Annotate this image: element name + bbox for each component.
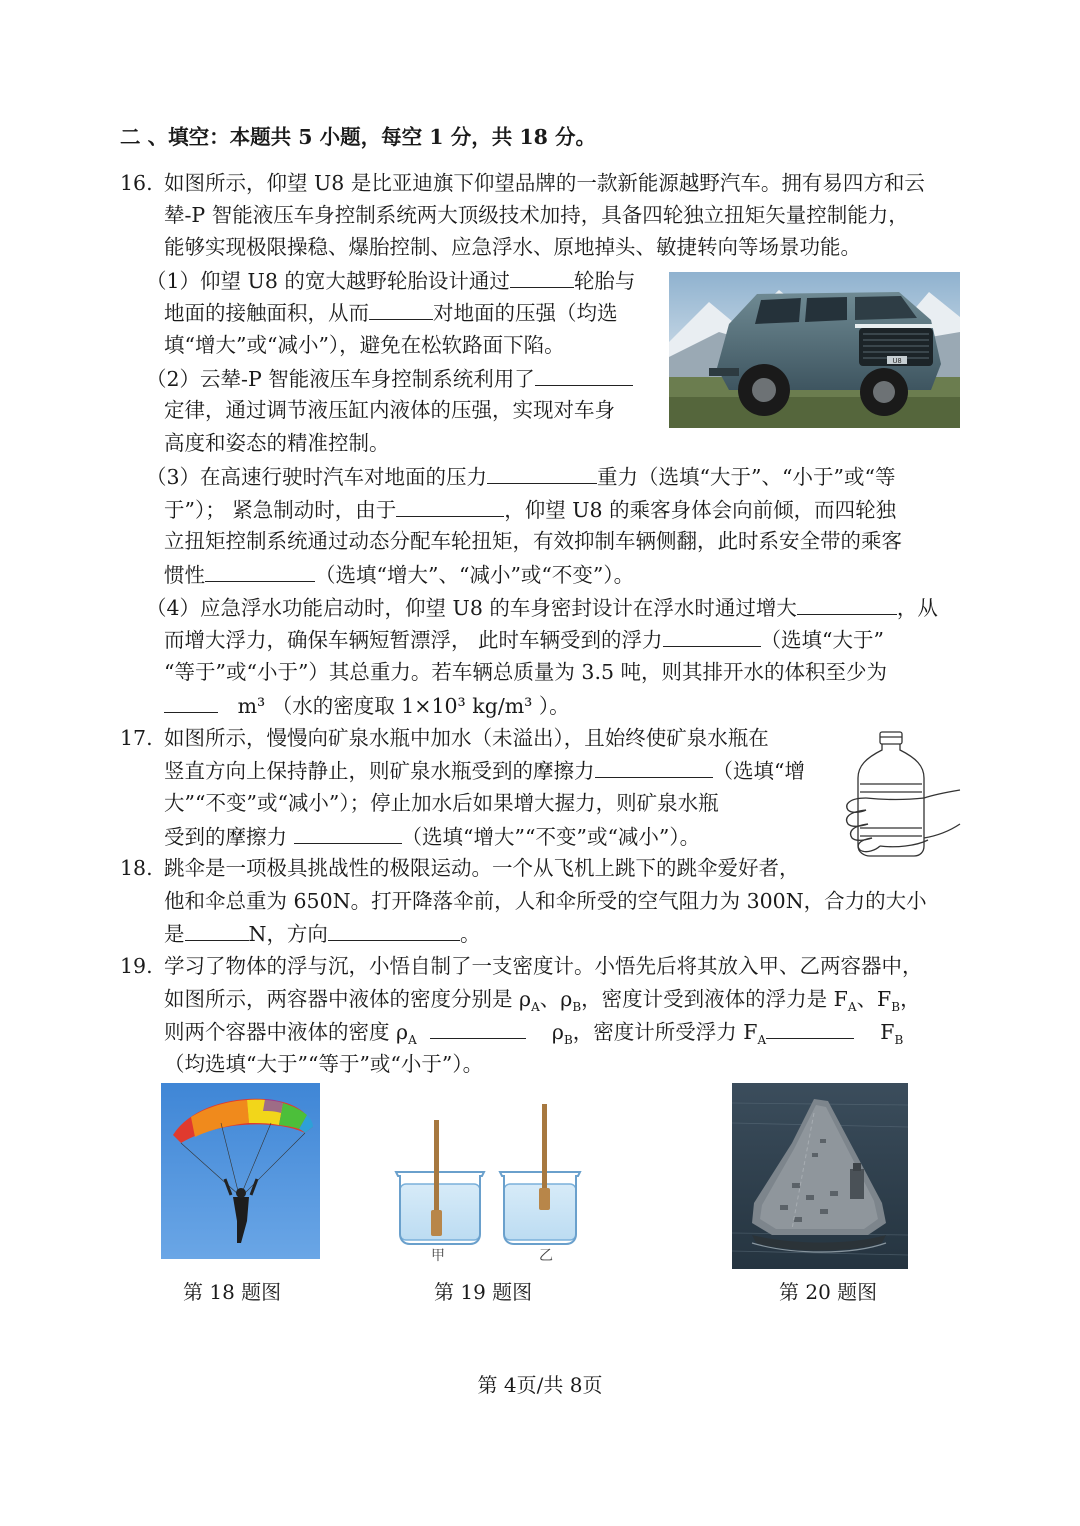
answer-blank[interactable] [510,265,574,288]
answer-blank[interactable] [164,690,218,713]
q17-line-2: 竖直方向上保持静止，则矿泉水瓶受到的摩擦力 （选填“增 [164,755,805,786]
question-number-16: 16. [120,171,153,195]
q18-line-2: 他和伞总重为 650N。打开降落伞前，人和伞所受的空气阻力为 300N，合力的大小 [164,889,927,913]
q16-p3-line-3: 立扭矩控制系统通过动态分配车轮扭矩，有效抑制车辆侧翻，此时系安全带的乘客 [164,529,902,553]
q17-line-3: 大”“不变”或“减小”）；停止加水后如果增大握力，则矿泉水瓶 [164,791,719,815]
q16-p3-line-1: （3）在高速行驶时汽车对地面的压力 重力（选填“大于”、“小于”或“等 [146,461,895,492]
q16-p1-line-1: （1）仰望 U8 的宽大越野轮胎设计通过 轮胎与 [146,265,635,296]
q16-intro-line-1: 如图所示，仰望 U8 是比亚迪旗下仰望品牌的一款新能源越野汽车。拥有易四方和云 [164,171,925,195]
q16-intro-line-2: 辇-P 智能液压车身控制系统两大顶级技术加持，具备四轮独立扭矩矢量控制能力， [164,203,909,227]
q16-p4-line-2: 而增大浮力，确保车辆短暂漂浮， 此时车辆受到的浮力 （选填“大于” [164,624,884,655]
q16-p1-line-2: 地面的接触面积，从而 对地面的压强（均选 [164,297,618,328]
q16-p4-line-4: m³ （水的密度取 1×10³ kg/m³ ）。 [164,690,570,721]
answer-blank[interactable] [766,1016,854,1039]
answer-blank[interactable] [663,624,761,647]
q16-p3-line-4: 惯性 （选填“增大”、“减小”或“不变”）。 [164,559,634,590]
parachute-photo [161,1083,320,1259]
q16-p2-line-1: （2）云辇-P 智能液压车身控制系统利用了 [146,363,633,394]
q19-line-3: 则两个容器中液体的密度 $\rho_A$ $\rho_B$，密度计所受浮力 $F_A$ $F_B$ [164,1016,903,1055]
q19-line-1: 学习了物体的浮与沉，小悟自制了一支密度计。小悟先后将其放入甲、乙两容器中， [164,954,923,978]
q16-p4-line-1: （4）应急浮水功能启动时，仰望 U8 的车身密封设计在浮水时通过增大 ，从 [146,592,938,623]
q17-line-1: 如图所示，慢慢向矿泉水瓶中加水（未溢出），且始终使矿泉水瓶在 [164,726,769,750]
question-number-17: 17. [120,726,153,750]
answer-blank[interactable] [430,1016,526,1039]
aircraft-carrier-photo [732,1083,908,1269]
answer-blank[interactable] [369,297,433,320]
q19-line-4: （均选填“大于”“等于”或“小于”）。 [164,1052,484,1076]
answer-blank[interactable] [396,494,504,517]
answer-blank[interactable] [595,755,713,778]
figure-19-caption: 第 19 题图 [434,1280,533,1304]
beaker-a-label: 甲 [431,1248,445,1264]
water-bottle-hand-drawing [836,728,962,860]
q16-p1-line-3: 填“增大”或“减小”），避免在松软路面下陷。 [164,333,565,357]
q16-p2-line-2: 定律，通过调节液压缸内液体的压强，实现对车身 [164,398,615,422]
q18-line-3: 是 N，方向 。 [164,918,480,949]
hydrometer-beakers-diagram [392,1100,588,1266]
beaker-b-label: 乙 [539,1248,553,1264]
page-number: 第 4页/共 8页 [477,1373,603,1397]
license-plate: U8 [892,358,902,365]
q17-line-4: 受到的摩擦力 （选填“增大”“不变”或“减小”）。 [164,821,700,852]
answer-blank[interactable] [328,918,460,941]
q16-p2-line-3: 高度和姿态的精准控制。 [164,431,390,455]
answer-blank[interactable] [205,559,315,582]
q18-line-1: 跳伞是一项极具挑战性的极限运动。一个从飞机上跳下的跳伞爱好者， [164,856,800,880]
question-number-18: 18. [120,856,153,880]
figure-20-caption: 第 20 题图 [779,1280,878,1304]
section-title: 二 、填空：本题共 5 小题，每空 1 分，共 18 分。 [120,125,597,149]
question-number-19: 19. [120,954,153,978]
q16-p4-line-3: “等于”或“小于”）其总重力。若车辆总质量为 3.5 吨，则其排开水的体积至少为 [164,660,888,684]
figure-18-caption: 第 18 题图 [183,1280,282,1304]
answer-blank[interactable] [535,363,633,386]
answer-blank[interactable] [185,918,249,941]
q16-p3-line-2: 于”）； 紧急制动时，由于 ，仰望 U8 的乘客身体会向前倾，而四轮独 [164,494,896,525]
q16-intro-line-3: 能够实现极限操稳、爆胎控制、应急浮水、原地掉头、敏捷转向等场景功能。 [164,235,861,259]
answer-blank[interactable] [797,592,897,615]
answer-blank[interactable] [487,461,597,484]
q19-line-2: 如图所示，两容器中液体的密度分别是 $\rho_A$、$\rho_B$，密度计受到液体的浮力是 $F_A$、$F_B$， [164,987,921,1015]
answer-blank[interactable] [294,821,402,844]
suv-photo [669,272,960,428]
